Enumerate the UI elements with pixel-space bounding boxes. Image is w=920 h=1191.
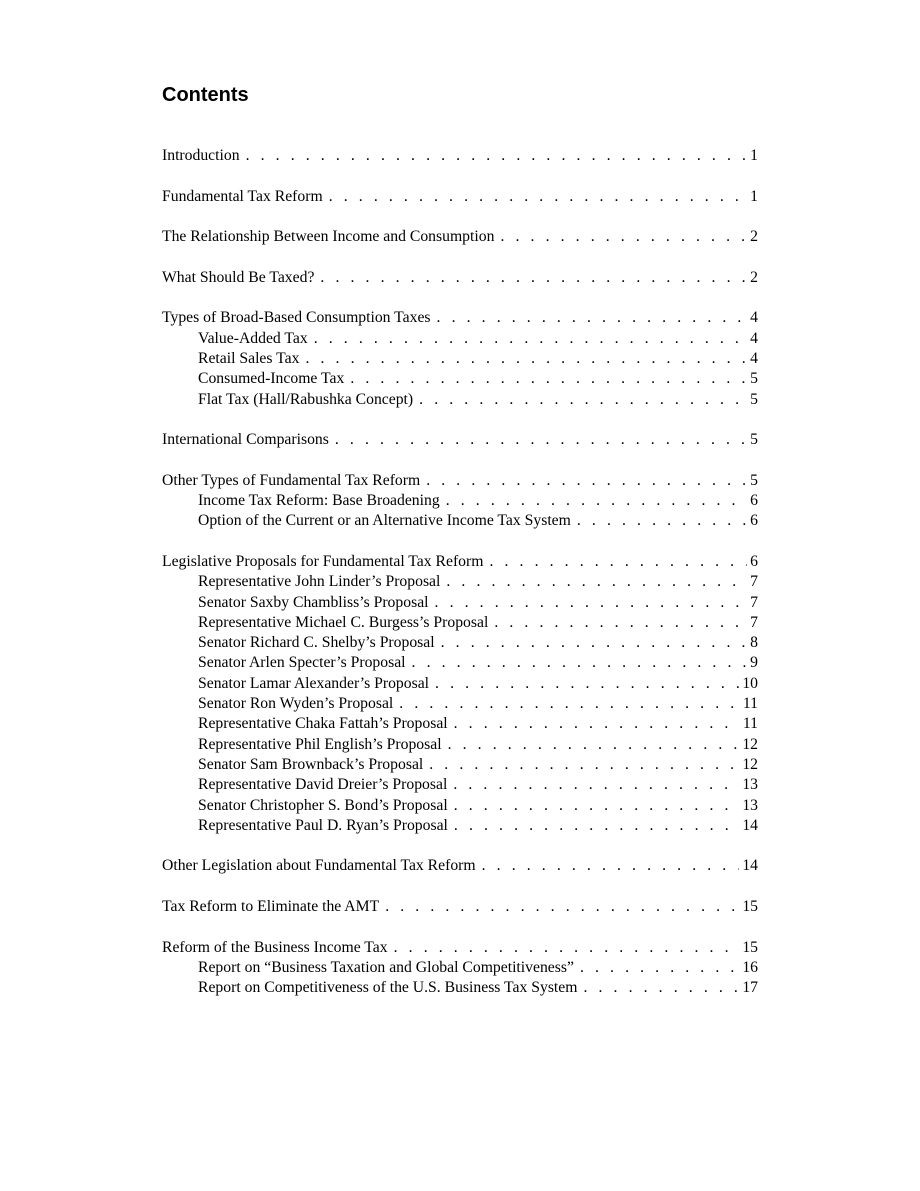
dot-leader xyxy=(580,958,739,978)
toc-subentry[interactable] xyxy=(162,491,758,511)
dot-leader xyxy=(437,308,748,328)
dot-leader xyxy=(441,633,748,653)
dot-leader xyxy=(482,856,740,876)
toc-entry-label: Report on Competitiveness of the U.S. Business Tax System xyxy=(198,979,578,997)
toc-section xyxy=(162,856,758,876)
dot-leader xyxy=(454,796,740,816)
toc-entry-page-number: 6 xyxy=(750,512,758,530)
toc-subentry[interactable] xyxy=(162,694,758,714)
dot-leader xyxy=(399,694,740,714)
toc-section xyxy=(162,187,758,207)
toc-subentry[interactable] xyxy=(162,755,758,775)
dot-leader xyxy=(246,146,748,166)
dot-leader xyxy=(412,653,748,673)
dot-leader xyxy=(419,390,747,410)
toc-entry-label: Introduction xyxy=(162,147,240,164)
toc-entry-label: Fundamental Tax Reform xyxy=(162,187,323,205)
toc-entry-label: The Relationship Between Income and Consumption xyxy=(162,228,495,246)
toc-subentry[interactable] xyxy=(162,349,758,369)
toc-subentry[interactable] xyxy=(162,674,758,694)
toc-entry-label: Representative Phil English’s Proposal xyxy=(198,735,442,753)
toc-entry[interactable] xyxy=(162,146,758,166)
toc-subentry[interactable] xyxy=(162,593,758,613)
toc-entry-page-number: 12 xyxy=(742,755,758,773)
dot-leader xyxy=(305,349,747,369)
dot-leader xyxy=(385,897,739,917)
toc-entry-label: What Should Be Taxed? xyxy=(162,268,315,286)
toc-entry-label: Senator Ron Wyden’s Proposal xyxy=(198,695,394,713)
toc-subentry[interactable] xyxy=(162,653,758,673)
toc-entry-label: Senator Arlen Specter’s Proposal xyxy=(198,654,406,672)
dot-leader xyxy=(454,714,740,734)
toc-entry[interactable] xyxy=(162,308,758,328)
toc-entry[interactable] xyxy=(162,552,758,572)
toc-section xyxy=(162,308,758,409)
dot-leader xyxy=(394,938,740,958)
dot-leader xyxy=(489,552,747,572)
toc-entry-page-number: 5 xyxy=(750,431,758,449)
dot-leader xyxy=(435,593,748,613)
toc-entry-label: Types of Broad-Based Consumption Taxes xyxy=(162,309,431,327)
dot-leader xyxy=(494,613,747,633)
toc-subentry[interactable] xyxy=(162,511,758,531)
toc-entry-label: Legislative Proposals for Fundamental Tax Reform xyxy=(162,552,484,570)
toc-entry-page-number: 10 xyxy=(742,674,758,692)
dot-leader xyxy=(446,491,747,511)
toc-entry-page-number: 2 xyxy=(750,228,758,246)
toc-section xyxy=(162,471,758,532)
toc-entry-page-number: 15 xyxy=(742,938,758,956)
toc-entry-page-number: 15 xyxy=(742,897,758,915)
toc-subentry[interactable] xyxy=(162,390,758,410)
toc-entry-label: Tax Reform to Eliminate the AMT xyxy=(162,897,380,915)
toc-entry-label: Option of the Current or an Alternative Income Tax System xyxy=(198,512,571,530)
toc-entry-page-number: 17 xyxy=(742,979,758,997)
toc-section xyxy=(162,430,758,450)
dot-leader xyxy=(329,187,747,207)
toc-subentry[interactable] xyxy=(162,329,758,349)
toc-subentry[interactable] xyxy=(162,775,758,795)
toc-entry-page-number: 5 xyxy=(750,390,758,408)
toc-subentry[interactable] xyxy=(162,572,758,592)
toc-subentry[interactable] xyxy=(162,714,758,734)
table-of-contents xyxy=(162,146,758,1019)
toc-subentry[interactable] xyxy=(162,958,758,978)
toc-entry-page-number: 4 xyxy=(750,329,758,347)
toc-entry-page-number: 5 xyxy=(750,471,758,489)
toc-entry-label: Other Legislation about Fundamental Tax Reform xyxy=(162,857,476,875)
toc-entry-page-number: 13 xyxy=(742,776,758,794)
toc-entry-page-number: 7 xyxy=(750,593,758,611)
dot-leader xyxy=(500,227,747,247)
toc-entry-label: International Comparisons xyxy=(162,431,329,449)
dot-leader xyxy=(454,816,739,836)
toc-subentry[interactable] xyxy=(162,796,758,816)
toc-entry-page-number: 7 xyxy=(750,613,758,631)
dot-leader xyxy=(335,430,747,450)
toc-entry-page-number: 6 xyxy=(750,552,758,570)
toc-entry-label: Income Tax Reform: Base Broadening xyxy=(198,492,440,510)
toc-entry-page-number: 1 xyxy=(750,147,758,164)
toc-entry-page-number: 4 xyxy=(750,309,758,327)
toc-entry-page-number: 9 xyxy=(750,654,758,672)
toc-entry-label: Representative John Linder’s Proposal xyxy=(198,573,441,591)
toc-entry[interactable] xyxy=(162,897,758,917)
toc-entry-label: Value-Added Tax xyxy=(198,329,308,347)
toc-entry-page-number: 7 xyxy=(750,573,758,591)
toc-entry-page-number: 11 xyxy=(742,695,758,713)
toc-subentry[interactable] xyxy=(162,816,758,836)
dot-leader xyxy=(429,755,739,775)
toc-section xyxy=(162,146,758,166)
toc-entry-page-number: 5 xyxy=(750,370,758,388)
toc-section xyxy=(162,227,758,247)
toc-entry-label: Representative Paul D. Ryan’s Proposal xyxy=(198,816,448,834)
toc-section xyxy=(162,897,758,917)
toc-entry-page-number: 14 xyxy=(742,816,758,834)
toc-entry-label: Other Types of Fundamental Tax Reform xyxy=(162,471,421,489)
toc-section xyxy=(162,552,758,836)
toc-entry-label: Retail Sales Tax xyxy=(198,349,300,367)
toc-entry-label: Senator Lamar Alexander’s Proposal xyxy=(198,674,430,692)
dot-leader xyxy=(453,775,739,795)
toc-entry-label: Senator Richard C. Shelby’s Proposal xyxy=(198,634,435,652)
dot-leader xyxy=(448,735,740,755)
dot-leader xyxy=(426,471,747,491)
toc-entry[interactable] xyxy=(162,430,758,450)
toc-entry-label: Consumed-Income Tax xyxy=(198,370,345,388)
toc-entry-label: Flat Tax (Hall/Rabushka Concept) xyxy=(198,390,414,408)
toc-entry-page-number: 13 xyxy=(742,796,758,814)
toc-entry-page-number: 11 xyxy=(742,715,758,733)
toc-subentry[interactable] xyxy=(162,735,758,755)
toc-section xyxy=(162,268,758,288)
toc-entry[interactable] xyxy=(162,938,758,958)
dot-leader xyxy=(577,511,747,531)
toc-entry-label: Representative Michael C. Burgess’s Proposal xyxy=(198,613,489,631)
toc-entry-label: Representative David Dreier’s Proposal xyxy=(198,776,448,794)
toc-entry-label: Senator Saxby Chambliss’s Proposal xyxy=(198,593,429,611)
toc-entry[interactable] xyxy=(162,268,758,288)
dot-leader xyxy=(314,329,747,349)
toc-entry-page-number: 1 xyxy=(750,187,758,205)
toc-entry[interactable] xyxy=(162,471,758,491)
toc-entry-label: Senator Christopher S. Bond’s Proposal xyxy=(198,796,448,814)
toc-entry-label: Senator Sam Brownback’s Proposal xyxy=(198,755,424,773)
toc-section xyxy=(162,938,758,999)
dot-leader xyxy=(446,572,747,592)
toc-entry-page-number: 16 xyxy=(742,958,758,976)
toc-subentry[interactable] xyxy=(162,633,758,653)
toc-entry[interactable] xyxy=(162,227,758,247)
dot-leader xyxy=(320,268,747,288)
toc-subentry[interactable] xyxy=(162,978,758,998)
toc-entry-page-number: 12 xyxy=(742,735,758,753)
toc-entry-label: Representative Chaka Fattah’s Proposal xyxy=(198,715,448,733)
toc-entry[interactable] xyxy=(162,187,758,207)
toc-subentry[interactable] xyxy=(162,369,758,389)
dot-leader xyxy=(350,369,747,389)
toc-entry-label: Reform of the Business Income Tax xyxy=(162,938,388,956)
toc-entry-page-number: 2 xyxy=(750,268,758,286)
toc-entry-page-number: 4 xyxy=(750,349,758,367)
toc-entry-page-number: 14 xyxy=(742,857,758,875)
toc-entry-label: Report on “Business Taxation and Global Competitiveness” xyxy=(198,958,574,976)
toc-entry-page-number: 8 xyxy=(750,634,758,652)
dot-leader xyxy=(435,674,739,694)
toc-subentry[interactable] xyxy=(162,613,758,633)
toc-entry[interactable] xyxy=(162,856,758,876)
page-title: Contents xyxy=(162,84,249,106)
dot-leader xyxy=(583,978,739,998)
toc-entry-page-number: 6 xyxy=(750,492,758,510)
